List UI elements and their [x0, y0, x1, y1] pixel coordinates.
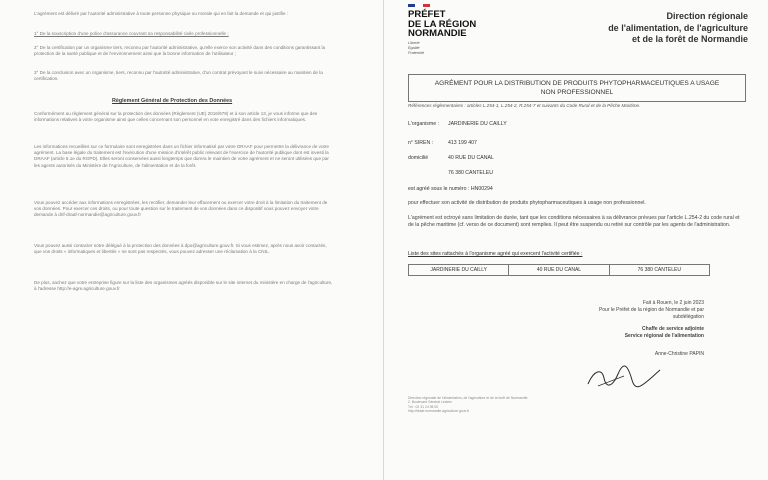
establishment-city-cell: 76 380 CANTELEU	[637, 267, 681, 273]
establishment-name-cell: JARDINERIE DU CAILLY	[409, 265, 509, 275]
rgpd-paragraph-3: Vous pouvez accéder aux informations enregistrées, les rectifier, demander leur effacement ou exercer votre droit à la limitation du traitement de vos données. Pour exercer ces droits, ou pour toute question sur le traitement de vos données dans ce dispositif vous pouvez envoyer votre demande à drif-draaf-normandie@agriculture.gouv.fr	[34, 200, 328, 218]
delegation-line-1: Pour le Préfet de la région de Normandie et par	[598, 307, 704, 313]
signatory-title	[625, 326, 704, 340]
place-date-line: Fait à Rouen, le 2 juin 2023	[642, 300, 704, 306]
rgpd-paragraph-2: Les informations recueillies sur ce formulaire sont enregistrées dans un fichier informatisé par votre DRAAF pour permettre la délivrance de votre agrément. La base légale du traitement est l'exécution d'une mission d'intérêt public relevant de l'exercice de l'autorité publique dont est investi la DRAAF (article 6.1e du RGPD). Elles seront conservées aussi longtemps que durera le maintien de votre agrément et ne seront utilisées que par les agents autorisés du Ministère de l'Agriculture, de l'alimentation et de la forêt.	[34, 144, 329, 168]
address-line-2: 76 380 CANTELEU	[448, 170, 493, 176]
organisme-value: JARDINERIE DU CAILLY	[448, 121, 507, 127]
intro-paragraph: L'agrément est délivré par l'autorité administrative à toute personne physique ou morale qui en fait la demande et qui justifie :	[34, 11, 289, 16]
rgpd-paragraph-5: De plus, sachez que votre entreprise figure sur la liste des organismes agréés disponible sur le site internet du ministère en charge de l'agriculture, à l'adresse http://e-agre.agriculture.gouv.fr	[34, 280, 333, 292]
agreement-number: est agréé sous le numéro : HN00294	[408, 186, 493, 192]
rgpd-paragraph-1: Conformément au règlement général sur la protection des données (Règlement (UE) 2016/679) et à son article 13, je vous informe que des informations relatives à votre organisme ainsi que celles concernant son personnel en vote enregistré dans des fichiers informatiques.	[34, 111, 318, 123]
motto-fraternite: Fraternité	[408, 51, 425, 55]
domicile-label: domicilié	[408, 155, 429, 161]
motto-liberte: Liberté	[408, 41, 420, 45]
direction-line-2: de l'alimentation, de l'agriculture	[608, 22, 748, 33]
duration-statement: L'agrément est octroyé sans limitation de durée, tant que les conditions nécessaires à sa délivrance prévues par l'article L.254-2 du code rural et de la pêche maritime (cf. verso de ce document) sont remplies. Il peut être suspendu ou retiré sur contrôle par les agents de l'administration.	[408, 215, 740, 228]
republic-flag-icon	[408, 4, 430, 7]
prefect-line-3: NORMANDIE	[408, 28, 467, 39]
siren-label: n° SIREN :	[408, 140, 434, 146]
direction-line-1: Direction régionale	[666, 11, 748, 21]
siren-value: 413 199 407	[448, 140, 477, 146]
condition-item-1: 1° De la souscription d'une police d'assurance couvrant sa responsabilité civile professionnelle ;	[34, 31, 229, 36]
signature-place-date	[599, 300, 704, 321]
republic-motto	[408, 41, 424, 56]
activity-statement: pour effectuer son activité de distribution de produits phytopharmaceutiques à usage non professionnel.	[408, 200, 646, 206]
prefecture-logo-text	[408, 10, 476, 39]
establishment-address-cell: 40 RUE DU CANAL	[509, 265, 609, 275]
footer-line-2: 2, Boulevard Général Leclerc	[408, 400, 452, 405]
direction-heading	[608, 11, 748, 46]
signatory-title-line-1: Chaffe de service adjointe	[642, 326, 704, 332]
rgpd-paragraph-4: Vous pouvez aussi contacter notre délégué à la protection des données à dpo@agriculture.gouv.fr. Si vous estimez, après nous avoir contactés, que vos droits « informatiques et libertés » ne sont pas respectés, vous pouvez adresser une réclamation à la CNIL.	[34, 243, 327, 255]
delegation-line-2: subdélégation	[672, 314, 704, 320]
direction-line-3: et de la forêt de Normandie	[631, 34, 748, 44]
document-title-box	[408, 74, 746, 102]
title-line-1: AGRÉMENT POUR LA DISTRIBUTION DE PRODUITS PHYTOPHARMACEUTIQUES A USAGE	[434, 80, 720, 87]
right-page-recto	[384, 0, 768, 480]
signatory-title-line-2: Service régional de l'alimentation	[624, 333, 704, 339]
title-line-2: NON PROFESSIONNEL	[540, 89, 614, 96]
handwritten-signature-icon	[584, 362, 664, 390]
prefect-line-1: PRÉFET	[408, 9, 446, 20]
motto-egalite: Égalité	[408, 46, 420, 50]
address-line-1: 40 RUE DU CANAL	[448, 155, 494, 161]
footer-line-3: Tél : 02 31 24 98 00	[408, 404, 439, 409]
organisme-label: L'organisme :	[408, 121, 439, 127]
prefect-line-2: DE LA RÉGION	[408, 18, 477, 30]
regulatory-references: Références réglementaires : articles L.254-1, L.254-2, R.254-7 et suivants du Code Rural et de la Pêche Maritime.	[408, 103, 641, 108]
establishments-heading: Liste des sites rattachés à l'organisme agréé qui exercent l'activité certifiée :	[408, 251, 583, 257]
footer-line-4: http://draaf.normandie.agriculture.gouv.fr	[408, 409, 470, 414]
footer-address	[408, 396, 527, 414]
condition-item-2: 2° De la certification par un organisme tiers, reconnu par l'autorité administrative, qu'elle exerce son activité dans des conditions garantissant la protection de la santé publique et de l'environnement ainsi que la bonne information de l'utilisateur ;	[34, 45, 326, 57]
footer-line-1: Direction régionale de l'alimentation, de l'agriculture et de la forêt de Normandie	[408, 396, 528, 400]
rgpd-heading: Règlement Général de Protection des Données	[112, 98, 233, 104]
establishments-table-row	[408, 264, 710, 276]
condition-item-3: 3° De la conclusion avec un organisme, tiers, reconnu par l'autorité administrative, d'un contrat prévoyant le suivi nécessaire au maintien de la certification.	[34, 70, 323, 82]
signatory-name: Anne-Christine PAPIN	[654, 351, 704, 357]
